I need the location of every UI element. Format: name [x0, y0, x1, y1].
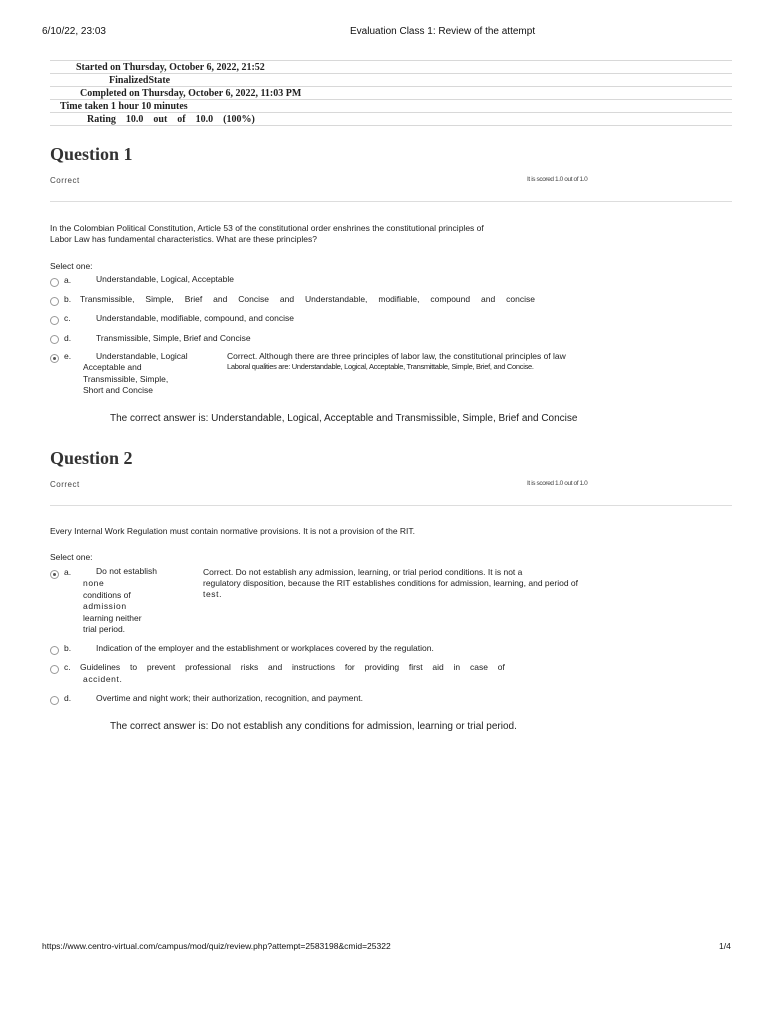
- q2-option-c-word: first: [408, 662, 423, 672]
- q2-option-b-letter: b.: [64, 643, 72, 653]
- time-taken-text: Time taken 1 hour 10 minutes: [60, 101, 188, 112]
- q1-option-a-radio[interactable]: [50, 278, 59, 287]
- q1-option-b-word: modifiable,: [378, 294, 420, 304]
- q1-option-a-label[interactable]: Understandable, Logical, Acceptable: [96, 274, 234, 284]
- page-title: Evaluation Class 1: Review of the attempt: [350, 26, 536, 37]
- print-date: 6/10/22, 23:03: [42, 26, 106, 37]
- q1-correct-answer: The correct answer is: Understandable, Logical, Acceptable and Transmissible, Simple, Brief and Concise: [110, 413, 578, 424]
- q1-option-c-label[interactable]: Understandable, modifiable, compound, and concise: [96, 313, 294, 323]
- q2-option-c-word: to: [129, 662, 138, 672]
- q2-option-b-label[interactable]: Indication of the employer and the establishment or workplaces covered by the regulation.: [96, 643, 434, 653]
- rating-text: Rating 10.0 out of 10.0 (100%): [87, 114, 255, 125]
- summary-bottom-border: [50, 125, 732, 126]
- q2-option-c-letter: c.: [64, 662, 71, 672]
- q1-option-b-word: and: [279, 294, 295, 304]
- q2-option-a-label-line5: learning neither: [83, 612, 142, 623]
- state-text: FinalizedState: [109, 75, 171, 86]
- q1-feedback-line1: Correct. Although there are three principles of labor law, the constitutional principles of law: [227, 351, 566, 361]
- q2-option-c-word: case: [469, 662, 488, 672]
- question-1-status: Correct: [50, 176, 80, 185]
- started-text: Started on Thursday, October 6, 2022, 21:52: [76, 62, 265, 73]
- q2-option-c-label[interactable]: [80, 662, 505, 672]
- q2-option-c-word: professional: [185, 662, 231, 672]
- q1-option-b-word: concise: [506, 294, 535, 304]
- q1-option-b-word: Simple,: [145, 294, 174, 304]
- q2-option-b-radio[interactable]: [50, 646, 59, 655]
- q1-option-b-letter: b.: [64, 294, 72, 304]
- q1-option-b-word: Brief: [184, 294, 203, 304]
- summary-row-state: [50, 73, 732, 86]
- q1-option-d-letter: d.: [64, 333, 72, 343]
- q2-option-a-letter: a.: [64, 567, 72, 577]
- q2-option-a-radio-selected[interactable]: [50, 570, 59, 579]
- q1-feedback-line2: Laboral qualities are: Understandable, Logical, Acceptable, Transmittable, Simple, Brief, and Concise.: [227, 362, 534, 371]
- q2-option-c-word: for: [344, 662, 355, 672]
- summary-row-started: [50, 60, 732, 73]
- q2-feedback-line2: regulatory disposition, because the RIT establishes conditions for admission, learning, and period of: [203, 578, 579, 588]
- q1-option-b-word: Understandable,: [305, 294, 368, 304]
- q1-option-e-label-line4: Short and Concise: [83, 385, 153, 395]
- question-1-text-line1: In the Colombian Political Constitution, Article 53 of the constitutional order enshrines the constitutional principles of: [50, 223, 484, 233]
- q1-option-b-word: Concise: [238, 294, 269, 304]
- q2-option-a-label-line2: none: [83, 578, 105, 588]
- q2-option-c-word: Guidelines: [80, 662, 121, 672]
- summary-row-time-taken: [50, 99, 732, 112]
- q1-option-d-label[interactable]: Transmissible, Simple, Brief and Concise: [96, 333, 251, 343]
- q1-option-b-word: and: [481, 294, 496, 304]
- q2-option-a-label-line4: admission: [83, 601, 127, 611]
- q2-option-a-label-rest[interactable]: [83, 578, 193, 636]
- q1-option-a-letter: a.: [64, 275, 72, 285]
- summary-row-rating: [50, 112, 732, 125]
- q1-option-d-radio[interactable]: [50, 335, 59, 344]
- q2-feedback-line1: Correct. Do not establish any admission, learning, or trial period conditions. It is not a: [203, 567, 523, 577]
- q2-option-c-radio[interactable]: [50, 665, 59, 674]
- question-1-text-line2: Labor Law has fundamental characteristics. What are these principles?: [50, 234, 317, 244]
- q2-feedback-line3: test.: [203, 589, 223, 599]
- q2-option-d-radio[interactable]: [50, 696, 59, 705]
- q2-option-c-word: providing: [364, 662, 400, 672]
- summary-row-completed: [50, 86, 732, 99]
- q1-option-e-label-line1[interactable]: Understandable, Logical: [96, 351, 188, 361]
- q2-option-c-word: aid: [432, 662, 444, 672]
- q1-option-e-letter: e.: [64, 351, 72, 361]
- q1-option-e-label-line2: Acceptable and: [83, 362, 142, 372]
- q2-option-a-label-line1[interactable]: Do not establish: [96, 566, 157, 576]
- q1-option-b-radio[interactable]: [50, 297, 59, 306]
- q1-option-c-radio[interactable]: [50, 316, 59, 325]
- question-1-score: It is scored 1.0 out of 1.0: [527, 176, 588, 183]
- question-2-divider: [50, 505, 732, 506]
- q1-option-b-label[interactable]: [80, 294, 535, 304]
- q2-option-c-word: and: [268, 662, 283, 672]
- q2-option-a-label-line3: conditions of: [83, 589, 131, 600]
- q1-option-e-label-line3: Transmissible, Simple,: [83, 373, 169, 384]
- footer-url: https://www.centro-virtual.com/campus/mod/quiz/review.php?attempt=2583198&cmid=25322: [42, 941, 391, 951]
- q2-option-c-word: of: [497, 662, 505, 672]
- question-2-text: Every Internal Work Regulation must contain normative provisions. It is not a provision of the RIT.: [50, 526, 416, 536]
- q2-option-a-label-line6: trial period.: [83, 624, 126, 634]
- question-1-divider: [50, 201, 732, 202]
- q1-option-e-radio-selected[interactable]: [50, 354, 59, 363]
- q2-correct-answer: The correct answer is: Do not establish any conditions for admission, learning or trial period.: [110, 721, 517, 732]
- question-2-select-label: Select one:: [50, 552, 93, 562]
- completed-text: Completed on Thursday, October 6, 2022, 11:03 PM: [80, 88, 302, 99]
- question-2-score: It is scored 1.0 out of 1.0: [527, 480, 588, 487]
- q1-option-b-word: compound: [430, 294, 471, 304]
- question-2-status: Correct: [50, 480, 80, 489]
- q1-option-b-word: Transmissible,: [80, 294, 135, 304]
- attempt-summary-table: [50, 60, 732, 126]
- q2-option-c-word: in: [453, 662, 461, 672]
- q1-option-e-label-rest[interactable]: [83, 362, 193, 397]
- q2-option-c-word: prevent: [146, 662, 176, 672]
- q2-option-d-letter: d.: [64, 693, 72, 703]
- q2-option-c-label-line2[interactable]: accident.: [83, 674, 123, 684]
- question-1-select-label: Select one:: [50, 261, 93, 271]
- question-2-title: Question 2: [50, 448, 133, 468]
- q2-option-c-word: risks: [240, 662, 259, 672]
- q2-option-c-word: instructions: [292, 662, 336, 672]
- q2-option-d-label[interactable]: Overtime and night work; their authorization, recognition, and payment.: [96, 693, 363, 703]
- question-1-text: [50, 223, 520, 245]
- footer-page-number: 1/4: [719, 941, 731, 951]
- q1-option-c-letter: c.: [64, 313, 71, 323]
- q1-option-b-word: and: [213, 294, 228, 304]
- question-1-title: Question 1: [50, 144, 133, 164]
